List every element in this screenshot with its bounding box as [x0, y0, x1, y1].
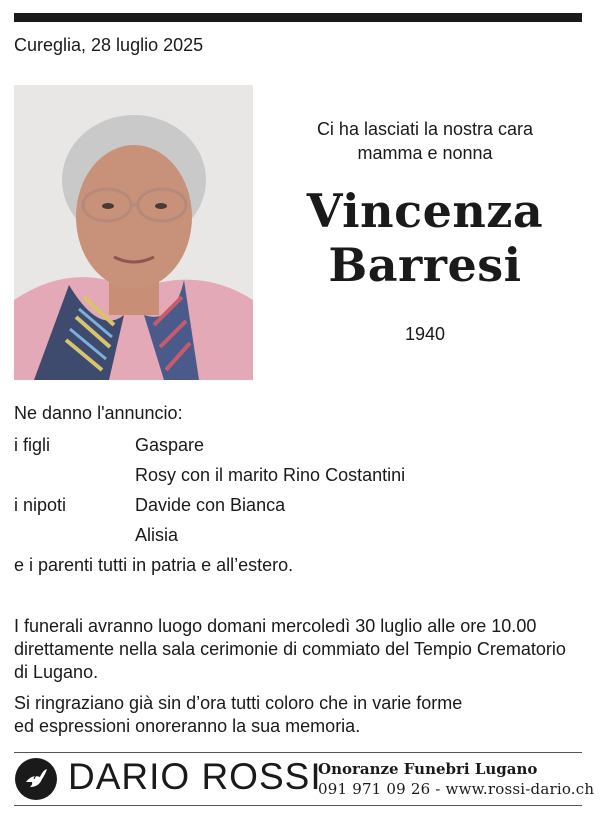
family-role: i figli [14, 435, 51, 455]
footer-contact: 091 971 09 26 - www.rossi-dario.ch [318, 780, 595, 798]
top-rule [14, 13, 582, 22]
announcement-heading: Ne danno l'annuncio: [14, 403, 183, 423]
deceased-name [280, 184, 570, 292]
footer-info [318, 759, 594, 799]
family-name: Alisia [135, 525, 179, 545]
funeral-line: I funerali avranno luogo domani mercoledì 30 luglio alle ore 10.00 [14, 616, 537, 636]
last-name: Barresi [328, 238, 522, 292]
footer-top-rule [14, 752, 582, 753]
footer-bottom-rule [14, 805, 582, 806]
footer-brand: DARIO ROSSI [68, 756, 322, 797]
funeral-line: direttamente nella sala cerimonie di commiato del Tempio Crematorio [14, 639, 566, 659]
thanks-line: Si ringraziano già sin d’ora tutti coloro che in varie forme [14, 693, 463, 713]
dove-icon [15, 758, 57, 800]
thanks-paragraph [14, 692, 586, 738]
family-name: Rosy con il marito Rino Costantini [135, 465, 406, 485]
thanks-line: ed espressioni onoreranno la sua memoria. [14, 716, 361, 736]
family-name: Davide con Bianca [135, 495, 286, 515]
funeral-line: di Lugano. [14, 662, 99, 682]
intro-text [280, 117, 570, 165]
portrait-photo [14, 85, 253, 380]
funeral-paragraph [14, 615, 586, 684]
intro-line: mamma e nonna [357, 143, 493, 163]
family-name: Gaspare [135, 435, 205, 455]
first-name: Vincenza [306, 184, 544, 238]
footer-company: Onoranze Funebri Lugano [318, 760, 538, 778]
family-role: i nipoti [14, 495, 67, 515]
intro-line: Ci ha lasciati la nostra cara [316, 119, 534, 139]
place-date: Cureglia, 28 luglio 2025 [14, 35, 204, 55]
birth-year: 1940 [404, 324, 446, 344]
closing-line: e i parenti tutti in patria e all’estero. [14, 555, 294, 575]
